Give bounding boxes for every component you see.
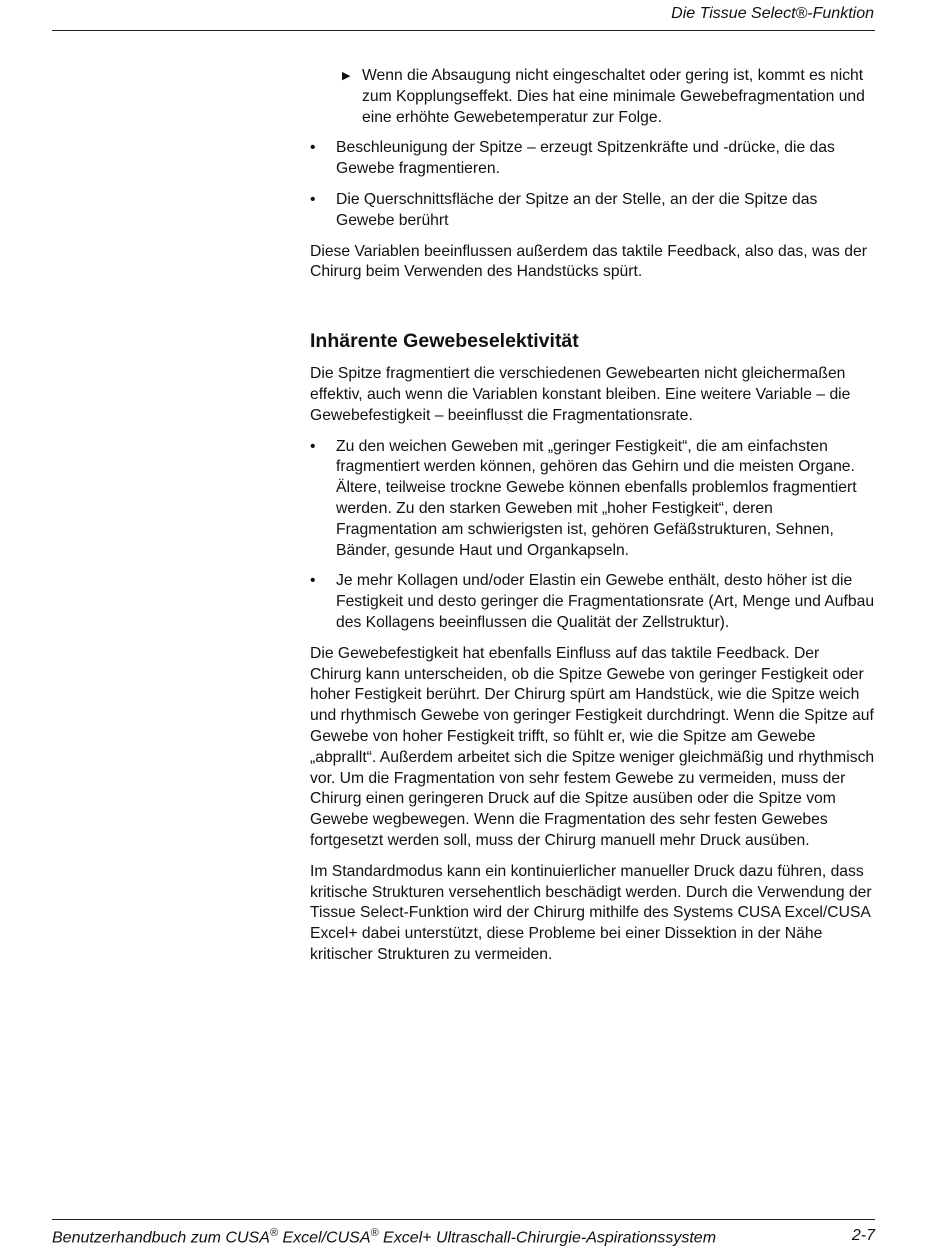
bullet-dot-icon: •	[310, 190, 316, 208]
bullet-item	[310, 437, 875, 562]
footer-rule	[52, 1219, 875, 1220]
bullet-text: Zu den weichen Geweben mit „geringer Festigkeit“, die am einfachsten fragmentiert werden können, gehören das Gehirn und die meisten Organe. Ältere, teilweise trockne Gewebe können ebenfalls problemlos fragmentiert werden. Zu den starken Geweben mit „hoher Festigkeit“, deren Fragmentation am schwierigsten ist, gehören Gefäßstrukturen, Sehnen, Bänder, gesunde Haut und Organkapseln.	[336, 437, 857, 559]
bullet-item	[310, 190, 875, 232]
page-number: 2-7	[851, 1227, 875, 1244]
registered-mark: ®	[370, 1227, 379, 1239]
section-heading: Inhärente Gewebeselektivität	[310, 330, 579, 353]
paragraph-variables: Diese Variablen beeinflussen außerdem das taktile Feedback, also das, was der Chirurg beim Verwenden des Handstücks spürt.	[310, 242, 867, 281]
paragraph-tactile-feedback: Die Gewebefestigkeit hat ebenfalls Einfluss auf das taktile Feedback. Der Chirurg kann unterscheiden, ob die Spitze Gewebe von geringer Festigkeit oder hoher Festigkeit berührt. Der Chirurg spürt am Handstück, wie die Spitze weich und rhythmisch Gewebe von geringer Festigkeit durchdringt. Wenn die Spitze auf Gewebe von hoher Festigkeit trifft, so fühlt er, wie die Spitze am Gewebe „abprallt“. Außerdem arbeitet sich die Spitze weniger gleichmäßig und rhythmisch vor. Um die Fragmentation von sehr festem Gewebe zu vermeiden, muss der Chirurg einen geringeren Druck auf die Spitze ausüben oder die Spitze vom Gewebe wegbewegen. Wenn die Fragmentation des sehr festen Gewebes fortgesetzt werden soll, muss der Chirurg manuell mehr Druck ausüben.	[310, 644, 875, 849]
footer-title	[52, 1227, 716, 1247]
header-rule	[52, 30, 875, 31]
triangle-bullet-icon: ▶	[342, 70, 351, 82]
sub-bullet-item	[310, 66, 875, 128]
paragraph-standard-mode: Im Standardmodus kann ein kontinuierlicher manueller Druck dazu führen, dass kritische Strukturen versehentlich beschädigt werden. Durch die Verwendung der Tissue Select-Funktion wird der Chirurg mithilfe des Systems CUSA Excel/CUSA Excel+ dabei unterstützt, diese Probleme bei einer Dissektion in der Nähe kritischer Strukturen zu vermeiden.	[310, 862, 872, 963]
bullet-text: Je mehr Kollagen und/oder Elastin ein Gewebe enthält, desto höher ist die Festigkeit und desto geringer die Fragmentationsrate (Art, Menge und Aufbau des Kollagens beeinflussen die Qualität der Zellstruktur).	[336, 572, 875, 631]
bullet-dot-icon: •	[310, 437, 316, 455]
bullet-text: Die Querschnittsfläche der Spitze an der Stelle, an der die Spitze das Gewebe berührt	[336, 190, 818, 229]
running-header-title: Die Tissue Select®-Funktion	[671, 5, 874, 22]
registered-mark: ®	[269, 1227, 279, 1239]
bullet-item	[310, 571, 875, 633]
main-content	[310, 66, 875, 976]
bullet-item	[310, 138, 875, 180]
footer-title-part: Benutzerhandbuch zum CUSA	[52, 1229, 270, 1247]
page-footer	[52, 1227, 875, 1247]
bullet-dot-icon: •	[310, 139, 316, 157]
footer-title-part: Excel+ Ultraschall-Chirurgie-Aspirationssystem	[378, 1229, 717, 1247]
bullet-text: Beschleunigung der Spitze – erzeugt Spitzenkräfte und -drücke, die das Gewebe fragmentieren.	[336, 139, 835, 178]
bullet-dot-icon: •	[310, 572, 316, 590]
sub-bullet-text: Wenn die Absaugung nicht eingeschaltet oder gering ist, kommt es nicht zum Kopplungseffekt. Dies hat eine minimale Gewebefragmentation und eine erhöhte Gewebetemperatur zur Folge.	[362, 67, 865, 126]
footer-title-part: Excel/CUSA	[278, 1229, 371, 1247]
paragraph-intro: Die Spitze fragmentiert die verschiedenen Gewebearten nicht gleichermaßen effektiv, auch wenn die Variablen konstant bleiben. Eine weitere Variable – die Gewebefestigkeit – beeinflusst die Fragmentationsrate.	[310, 365, 851, 424]
